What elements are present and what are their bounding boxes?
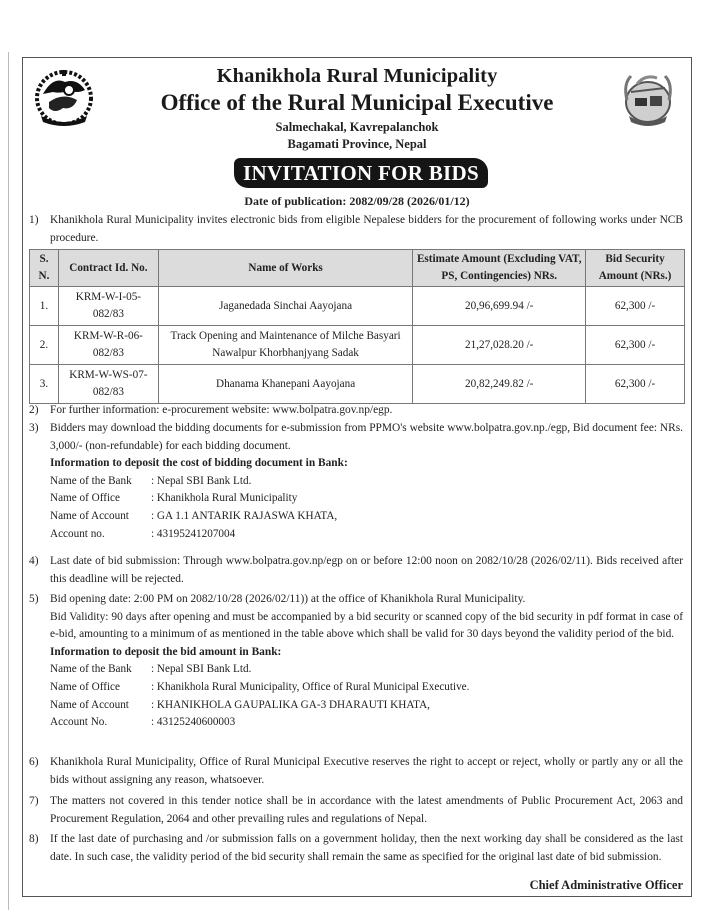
field-value: : GA 1.1 ANTARIK RAJASWA KHATA, xyxy=(151,509,338,522)
field-label: Name of Account xyxy=(50,698,129,711)
item-number: 6) xyxy=(29,756,39,768)
cell-sn: 2. xyxy=(30,326,59,365)
bank-bid-account-name xyxy=(50,697,683,715)
header-estimate-amount: Estimate Amount (Excluding VAT, PS, Contingencies) NRs. xyxy=(413,250,586,287)
cell-sn: 3. xyxy=(30,365,59,404)
field-label: Name of Office xyxy=(50,680,120,693)
notice-item-2 xyxy=(29,402,683,420)
bank-document-office xyxy=(50,490,683,508)
field-value: : KHANIKHOLA GAUPALIKA GA-3 DHARAUTI KHATA, xyxy=(151,698,430,711)
address-line-2: Bagamati Province, Nepal xyxy=(287,137,427,151)
item-number: 2) xyxy=(29,404,39,416)
header-name-of-works: Name of Works xyxy=(158,250,413,287)
cell-contract-id: KRM-W-R-06-082/83 xyxy=(58,326,158,365)
cell-estimate: 21,27,028.20 /- xyxy=(413,326,586,365)
item-number: 5) xyxy=(29,593,39,605)
bank-bid-heading: Information to deposit the bid amount in Bank: xyxy=(50,645,282,658)
field-value: : 43125240600003 xyxy=(151,716,236,729)
org-name: Khanikhola Rural Municipality xyxy=(216,65,498,87)
bank-document-bank xyxy=(50,473,683,491)
table-header-row xyxy=(30,250,685,287)
item-text: Bid opening date: 2:00 PM on 2082/10/28 (2026/02/11)) at the office of Khanikhola Rural Municipality. xyxy=(50,593,526,605)
notice-box xyxy=(22,57,692,897)
header-contract-id: Contract Id. No. xyxy=(58,250,158,287)
item-text: Bidders may download the bidding documents for e-submission from PPMO's website www.bolpatra.gov.np./egp, Bid document fee: NRs. 3,000/- (non-refundable) for each bidding document. xyxy=(50,422,683,452)
table-row xyxy=(30,365,685,404)
notice-item-5 xyxy=(29,591,683,732)
bank-bid-office xyxy=(50,679,683,697)
header-bid-security: Bid Security Amount (NRs.) xyxy=(586,250,685,287)
item-number: 3) xyxy=(29,422,39,434)
field-value: : Khanikhola Rural Municipality xyxy=(151,492,298,505)
bank-bid-account-no xyxy=(50,714,683,732)
item-number: 7) xyxy=(29,795,39,807)
table-row xyxy=(30,287,685,326)
notice-item-7 xyxy=(29,793,683,828)
field-value: : Khanikhola Rural Municipality, Office of Rural Municipal Executive. xyxy=(151,680,470,693)
field-label: Name of Office xyxy=(50,492,120,505)
field-value: : Nepal SBI Bank Ltd. xyxy=(151,474,252,487)
item-number: 4) xyxy=(29,555,39,567)
header-sn: S. N. xyxy=(30,250,59,287)
notice-title: INVITATION FOR BIDS xyxy=(234,158,488,188)
cell-security: 62,300 /- xyxy=(586,365,685,404)
signature-title: Chief Administrative Officer xyxy=(529,878,683,892)
cell-name: Track Opening and Maintenance of Milche Basyari Nawalpur Khorbhanjyang Sadak xyxy=(158,326,413,365)
item-text: Khanikhola Rural Municipality, Office of Rural Municipal Executive reserves the right to accept or reject, wholly or partly any or all the bids without assigning any reason, whatsoever. xyxy=(50,756,683,786)
field-label: Account no. xyxy=(50,527,105,540)
item-text: The matters not covered in this tender notice shall be in accordance with the latest amendments of Public Procurement Act, 2063 and Procurement Regulation, 2064 and other prevailing rules and regulations of Nepal. xyxy=(50,795,683,825)
page-edge-line xyxy=(8,52,9,910)
table-row xyxy=(30,326,685,365)
cell-security: 62,300 /- xyxy=(586,287,685,326)
item-text: If the last date of purchasing and /or submission falls on a government holiday, then the next working day shall be considered as the last date. In such case, the validity period of the bid security shall remain the same as specified for the original last date of bid submission. xyxy=(50,833,683,863)
cell-contract-id: KRM-W-I-05-082/83 xyxy=(58,287,158,326)
item-text: Last date of bid submission: Through www.bolpatra.gov.np/egp on or before 12:00 noon on 2082/10/28 (2026/02/11). Bids received after this deadline will be rejected. xyxy=(50,555,683,585)
item-number: 8) xyxy=(29,833,39,845)
field-label: Account No. xyxy=(50,716,108,729)
notice-item-1 xyxy=(29,212,683,247)
bank-document-heading: Information to deposit the cost of bidding document in Bank: xyxy=(50,457,348,470)
notice-item-3 xyxy=(29,420,683,543)
cell-contract-id: KRM-W-WS-07-082/83 xyxy=(58,365,158,404)
item-text: For further information: e-procurement website: www.bolpatra.gov.np/egp. xyxy=(50,404,393,416)
item-number: 1) xyxy=(29,214,39,226)
bid-validity-text: Bid Validity: 90 days after opening and must be accompanied by a bid security or scanned copy of the bid security in pdf format in case of e-bid, amounting to a minimum of as mentioned in the table above which shall be valid for 30 days beyond the validity period of the bid. xyxy=(50,610,683,641)
works-table xyxy=(29,249,685,404)
bank-bid-bank xyxy=(50,661,683,679)
notice-item-4 xyxy=(29,553,683,588)
item-text: Khanikhola Rural Municipality invites electronic bids from eligible Nepalese bidders for the procurement of following works under NCB procedure. xyxy=(50,214,683,244)
notice-item-8 xyxy=(29,831,683,866)
field-label: Name of the Bank xyxy=(50,474,132,487)
cell-sn: 1. xyxy=(30,287,59,326)
cell-name: Dhanama Khanepani Aayojana xyxy=(158,365,413,404)
cell-security: 62,300 /- xyxy=(586,326,685,365)
office-name: Office of the Rural Municipal Executive xyxy=(160,90,554,115)
field-value: : Nepal SBI Bank Ltd. xyxy=(151,663,252,676)
bank-document-account-name xyxy=(50,508,683,526)
publication-date: Date of publication: 2082/09/28 (2026/01/12) xyxy=(244,194,470,208)
cell-estimate: 20,82,249.82 /- xyxy=(413,365,586,404)
field-value: : 43195241207004 xyxy=(151,527,236,540)
field-label: Name of the Bank xyxy=(50,663,132,676)
field-label: Name of Account xyxy=(50,509,129,522)
address-line-1: Salmechakal, Kavrepalanchok xyxy=(275,120,439,134)
bank-document-account-no xyxy=(50,526,683,544)
cell-name: Jaganedada Sinchai Aayojana xyxy=(158,287,413,326)
notice-item-6 xyxy=(29,754,683,789)
cell-estimate: 20,96,699.94 /- xyxy=(413,287,586,326)
